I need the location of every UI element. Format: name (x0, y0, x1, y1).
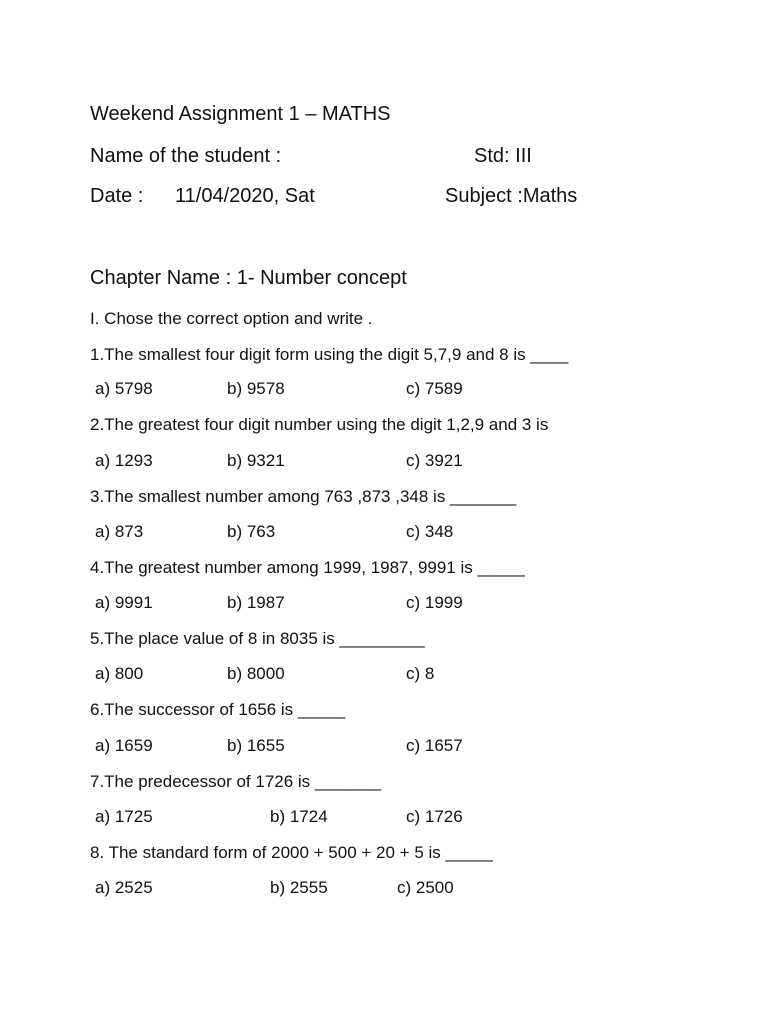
q3-option-a: a) 873 (95, 522, 144, 541)
instruction: I. Chose the correct option and write . (90, 309, 373, 328)
question-1: 1.The smallest four digit form using the digit 5,7,9 and 8 is ____ (90, 345, 569, 364)
q6-option-a: a) 1659 (95, 736, 153, 755)
q2-option-c: c) 3921 (406, 451, 463, 470)
q6-option-c: c) 1657 (406, 736, 463, 755)
question-6: 6.The successor of 1656 is _____ (90, 700, 346, 719)
question-3: 3.The smallest number among 763 ,873 ,348 is _______ (90, 487, 517, 506)
q4-option-c: c) 1999 (406, 593, 463, 612)
chapter-name: Chapter Name : 1- Number concept (90, 267, 407, 289)
date-label: Date : (90, 185, 144, 207)
q5-option-a: a) 800 (95, 664, 144, 683)
question-5: 5.The place value of 8 in 8035 is _________ (90, 629, 425, 648)
q2-option-a: a) 1293 (95, 451, 153, 470)
date-value: 11/04/2020, Sat (175, 185, 315, 207)
question-4: 4.The greatest number among 1999, 1987, 9991 is _____ (90, 558, 525, 577)
q1-option-b: b) 9578 (227, 379, 285, 398)
question-7: 7.The predecessor of 1726 is _______ (90, 772, 382, 791)
q2-option-b: b) 9321 (227, 451, 285, 470)
question-8: 8. The standard form of 2000 + 500 + 20 + 5 is _____ (90, 843, 493, 862)
question-2: 2.The greatest four digit number using the digit 1,2,9 and 3 is (90, 415, 549, 434)
student-name-label: Name of the student : (90, 145, 282, 167)
q1-option-a: a) 5798 (95, 379, 153, 398)
q4-option-a: a) 9991 (95, 593, 153, 612)
q5-option-c: c) 8 (406, 664, 435, 683)
q4-option-b: b) 1987 (227, 593, 285, 612)
worksheet-title: Weekend Assignment 1 – MATHS (90, 103, 391, 125)
q7-option-a: a) 1725 (95, 807, 153, 826)
q5-option-b: b) 8000 (227, 664, 285, 683)
q8-option-a: a) 2525 (95, 878, 153, 897)
q6-option-b: b) 1655 (227, 736, 285, 755)
q1-option-c: c) 7589 (406, 379, 463, 398)
subject-label: Subject :Maths (445, 185, 578, 207)
q7-option-c: c) 1726 (406, 807, 463, 826)
q3-option-b: b) 763 (227, 522, 276, 541)
q7-option-b: b) 1724 (270, 807, 328, 826)
q8-option-c: c) 2500 (397, 878, 454, 897)
q3-option-c: c) 348 (406, 522, 454, 541)
standard-label: Std: III (474, 145, 532, 167)
q8-option-b: b) 2555 (270, 878, 328, 897)
